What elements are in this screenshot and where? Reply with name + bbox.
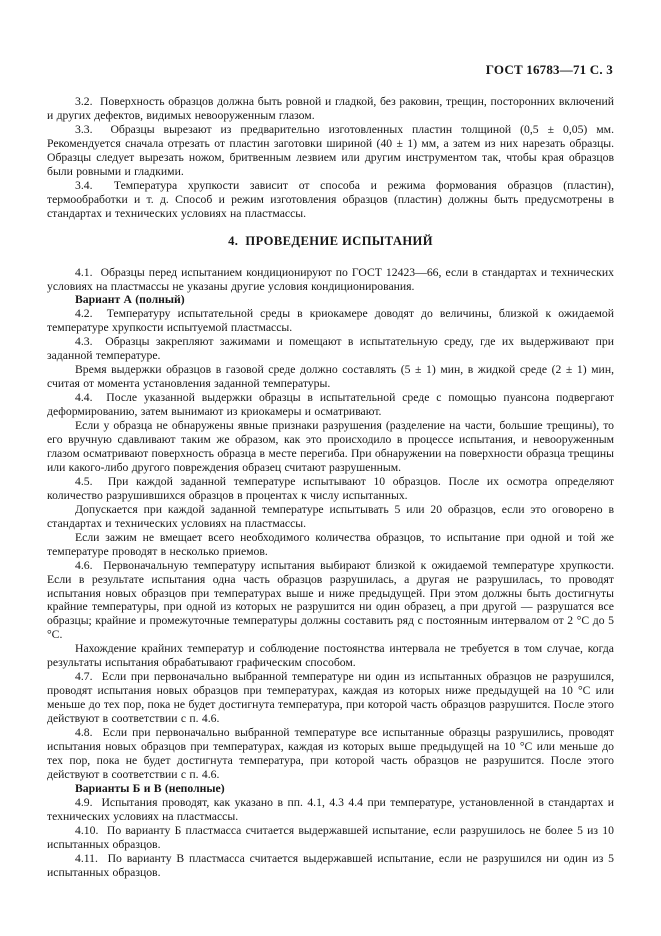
clause-paragraph: 4.6. Первоначальную температуру испытания выбирают близкой к ожидаемой температуре хрупкости. Если в результате испытания одна часть образцов разрушилась, а другая не разрушилась, то проводят испытания новых образцов при температурах выше и ниже предыдущей. При этом должны быть достигнуты крайние температуры, при одной из которых не разрушится ни один образец, а при другой — разрушатся все образцы; крайние и промежуточные температуры должны составить ряд с постоянным интервалом от 2 °С до 5 °С. — [47, 558, 614, 642]
variant-heading: Варианты Б и В (неполные) — [75, 781, 225, 795]
section-heading: 4. ПРОВЕДЕНИЕ ИСПЫТАНИЙ — [228, 233, 433, 248]
clause-paragraph: 4.9. Испытания проводят, как указано в пп. 4.1, 4.3 4.4 при температуре, установленной в стандартах и технических условиях на пластмассы. — [47, 795, 614, 823]
clause-paragraph: Если зажим не вмещает всего необходимого количества образцов, то испытание при одной и той же температуре проводят в несколько приемов. — [47, 530, 614, 558]
clause-paragraph: 4.1. Образцы перед испытанием кондиционируют по ГОСТ 12423—66, если в стандартах и технических условиях на пластмассы не указаны другие условия кондиционирования. — [47, 265, 614, 293]
clause-paragraph: 3.3. Образцы вырезают из предварительно изготовленных пластин толщиной (0,5 ± 0,05) мм. Рекомендуется сначала отрезать от пластин заготовки шириной (40 ± 1) мм, а затем из них нарезать образцы. Образцы следует вырезать ножом, бритвенным лезвием или другим инструментом так, чтобы края образцов были ровными и гладкими. — [47, 122, 614, 178]
clause-paragraph: 4.11. По варианту В пластмасса считается выдержавшей испытание, если не разрушился ни один из 5 испытанных образцов. — [47, 851, 614, 879]
clause-paragraph: 4.2. Температуру испытательной среды в криокамере доводят до величины, близкой к ожидаемой температуре хрупкости испытуемой пластмассы. — [47, 307, 614, 335]
document-body — [47, 95, 614, 880]
clause-paragraph: 4.4. После указанной выдержки образцы в испытательной среде с помощью пуансона подвергают деформированию, затем вынимают из криокамеры и осматривают. — [47, 391, 614, 419]
clause-paragraph: Нахождение крайних температур и соблюдение постоянства интервала не требуется в том случае, когда результаты испытания обрабатывают графическим способом. — [47, 642, 614, 670]
clause-paragraph: 3.2. Поверхность образцов должна быть ровной и гладкой, без раковин, трещин, посторонних включений и других дефектов, видимых невооруженным глазом. — [47, 95, 614, 122]
clause-paragraph: 4.7. Если при первоначально выбранной температуре ни один из испытанных образцов не разрушился, проводят испытания новых образцов при температурах, каждая из которых ниже предыдущей на 10 °С или меньше до тех пор, пока не будет достигнута температура, при которой часть образцов разрушится. После этого действуют в соответствии с п. 4.6. — [47, 670, 614, 726]
clause-paragraph: 4.3. Образцы закрепляют зажимами и помещают в испытательную среду, где их выдерживают при заданной температуре. — [47, 335, 614, 363]
clause-paragraph: 4.8. Если при первоначально выбранной температуре все испытанные образцы разрушились, проводят испытания новых образцов при температурах, каждая из которых выше предыдущей на 10 °С или меньше до тех пор, пока не будет достигнута температура, при которой часть образцов не разрушится. После этого действуют в соответствии с п. 4.6. — [47, 726, 614, 781]
clause-paragraph: 4.5. При каждой заданной температуре испытывают 10 образцов. После их осмотра определяют количество разрушившихся образцов в процентах к числу испытанных. — [47, 474, 614, 502]
page-header: ГОСТ 16783—71 С. 3 — [485, 62, 613, 77]
clause-paragraph: Если у образца не обнаружены явные признаки разрушения (разделение на части, большие трещины), то его вручную сдавливают таким же образом, как это происходило в процессе испытания, и невооруженным глазом осматривают поверхность образца в месте перегиба. При обнаружении на поверхности образца трещины или какого-либо другого повреждения образец считают разрушенным. — [47, 419, 614, 474]
clause-paragraph: 3.4. Температура хрупкости зависит от способа и режима формования образцов (пластин), термообработки и т. д. Способ и режим изготовления образцов (пластин) должны быть предусмотрены в стандартах и технических условиях на пластмассы. — [47, 178, 614, 220]
variant-heading: Вариант А (полный) — [75, 293, 185, 307]
clause-paragraph: Время выдержки образцов в газовой среде должно составлять (5 ± 1) мин, в жидкой среде (2 ± 1) мин, считая от момента установления заданной температуры. — [47, 363, 614, 391]
clause-paragraph: 4.10. По варианту Б пластмасса считается выдержавшей испытание, если разрушилось не более 5 из 10 испытанных образцов. — [47, 823, 614, 851]
clause-paragraph: Допускается при каждой заданной температуре испытывать 5 или 20 образцов, если это оговорено в стандартах и технических условиях на пластмассы. — [47, 502, 614, 530]
